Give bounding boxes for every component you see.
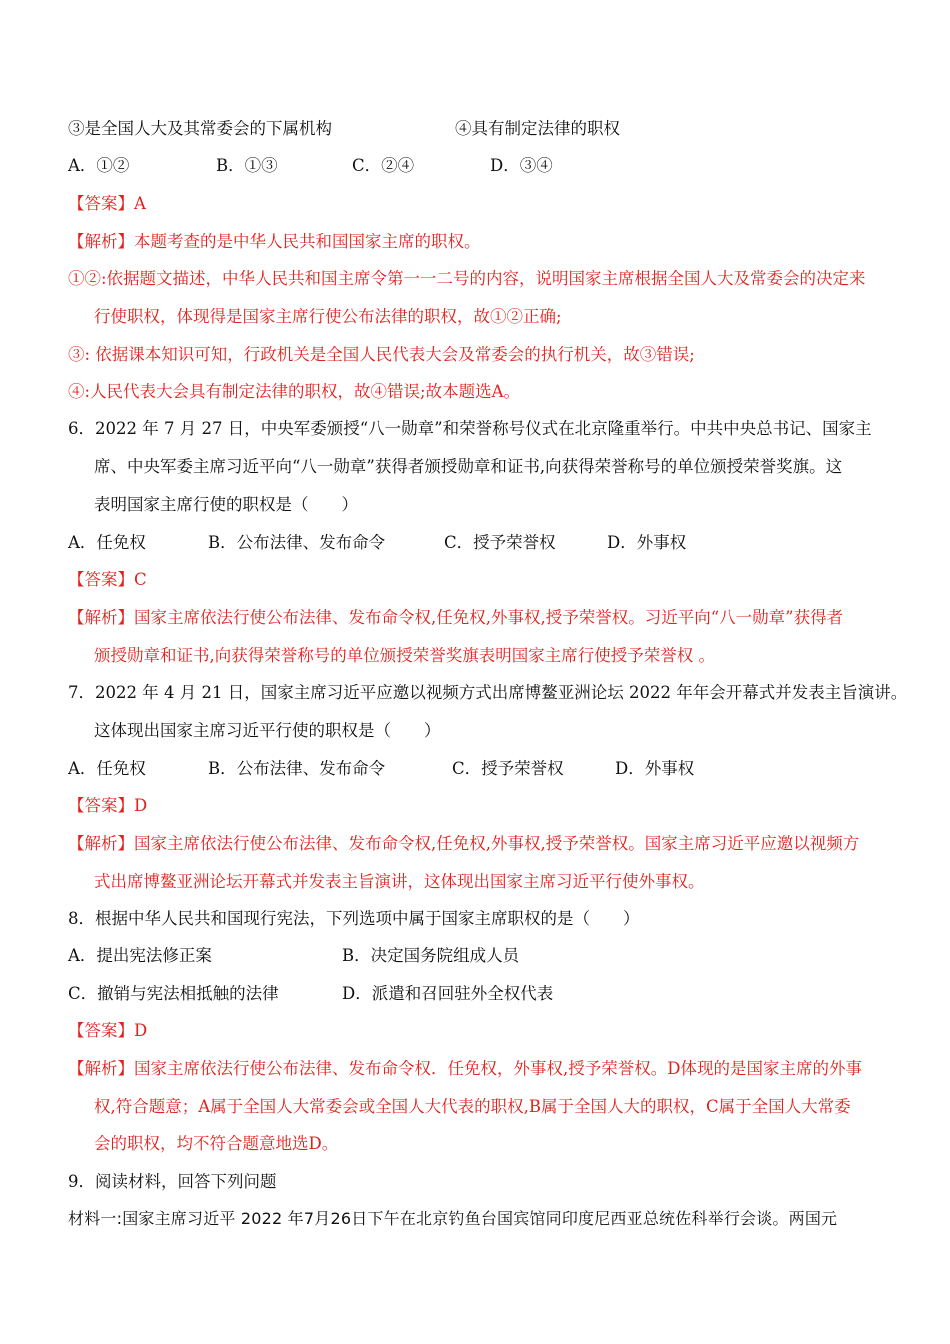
q6-stem: 6．2022 年 7 月 27 日，中央军委颁授“八一勋章”和荣誉称号仪式在北京隆重举行。中共中央总书记、国家主 — [68, 419, 872, 438]
q5-analysis-line: ③: 依据课本知识可知，行政机关是全国人民代表大会及常委会的执行机关，故③错误; — [68, 345, 695, 364]
q5-analysis-line: 【解析】本题考查的是中华人民共和国国家主席的职权。 — [68, 232, 481, 251]
q7-answer: 【答案】D — [68, 796, 148, 815]
q6-option-b: B．公布法律、发布命令 — [208, 533, 386, 552]
statement-4: ④具有制定法律的职权 — [455, 119, 620, 138]
q5-option-c: C．②④ — [352, 156, 415, 175]
q7-analysis-line: 【解析】国家主席依法行使公布法律、发布命令权,任免权,外事权,授予荣誉权。国家主席习近平应邀以视频方 — [68, 834, 860, 853]
q7-option-d: D．外事权 — [615, 759, 695, 778]
q6-option-d: D．外事权 — [607, 533, 687, 552]
q7-option-b: B．公布法律、发布命令 — [208, 759, 386, 778]
q8-analysis-line: 权,符合题意；A属于全国人大常委会或全国人大代表的职权,B属于全国人大的职权，C属于全国人大常委 — [94, 1097, 851, 1116]
q5-analysis-line: 行使职权，体现得是国家主席行使公布法律的职权，故①②正确; — [94, 307, 562, 326]
q5-answer: 【答案】A — [68, 194, 146, 213]
q5-option-b: B．①③ — [216, 156, 278, 175]
q6-answer: 【答案】C — [68, 570, 147, 589]
q8-analysis-line: 【解析】国家主席依法行使公布法律、发布命令权．任免权，外事权,授予荣誉权。D体现的是国家主席的外事 — [68, 1059, 862, 1078]
q8-analysis-line: 会的职权，均不符合题意地选D。 — [94, 1134, 339, 1153]
q8-option-c: C．撤销与宪法相抵触的法律 — [68, 984, 279, 1003]
q7-analysis-line: 式出席博鳌亚洲论坛开幕式并发表主旨演讲，这体现出国家主席习近平行使外事权。 — [94, 872, 705, 891]
q6-analysis-line: 【解析】国家主席依法行使公布法律、发布命令权,任免权,外事权,授予荣誉权。习近平向“八一勋章”获得者 — [68, 608, 844, 627]
q8-option-a: A．提出宪法修正案 — [68, 946, 212, 965]
q6-stem: 表明国家主席行使的职权是（ ） — [94, 495, 358, 514]
q6-option-c: C．授予荣誉权 — [444, 533, 556, 552]
q5-option-a: A．①② — [68, 156, 130, 175]
q5-analysis-line: ①②:依据题文描述，中华人民共和国主席令第一一二号的内容，说明国家主席根据全国人大及常委会的决定来 — [68, 269, 866, 288]
q6-analysis-line: 颁授勋章和证书,向获得荣誉称号的单位颁授荣誉奖旗表明国家主席行使授予荣誉权 。 — [94, 646, 715, 665]
q8-option-b: B．决定国务院组成人员 — [342, 946, 520, 965]
q6-option-a: A．任免权 — [68, 533, 146, 552]
q7-option-a: A．任免权 — [68, 759, 146, 778]
q5-option-d: D．③④ — [490, 156, 553, 175]
q8-option-d: D．派遣和召回驻外全权代表 — [342, 984, 554, 1003]
q6-stem: 席、中央军委主席习近平向“八一勋章”获得者颁授勋章和证书,向获得荣誉称号的单位颁授荣誉奖旗。这 — [94, 457, 843, 476]
q9-material: 材料一:国家主席习近平 2022 年7月26日下午在北京钓鱼台国宾馆同印度尼西亚总统佐科举行会谈。两国元 — [68, 1209, 838, 1228]
statement-3: ③是全国人大及其常委会的下属机构 — [68, 119, 332, 138]
q9-stem: 9．阅读材料，回答下列问题 — [68, 1172, 277, 1191]
q8-stem: 8．根据中华人民共和国现行宪法，下列选项中属于国家主席职权的是（ ） — [68, 909, 640, 928]
q5-analysis-line: ④:人民代表大会具有制定法律的职权，故④错误;故本题选A。 — [68, 382, 521, 401]
q7-stem: 这体现出国家主席习近平行使的职权是（ ） — [94, 721, 441, 740]
q8-answer: 【答案】D — [68, 1021, 148, 1040]
q7-stem: 7．2022 年 4 月 21 日，国家主席习近平应邀以视频方式出席博鳌亚洲论坛 2022 年年会开幕式并发表主旨演讲。 — [68, 683, 908, 702]
q7-option-c: C．授予荣誉权 — [452, 759, 564, 778]
